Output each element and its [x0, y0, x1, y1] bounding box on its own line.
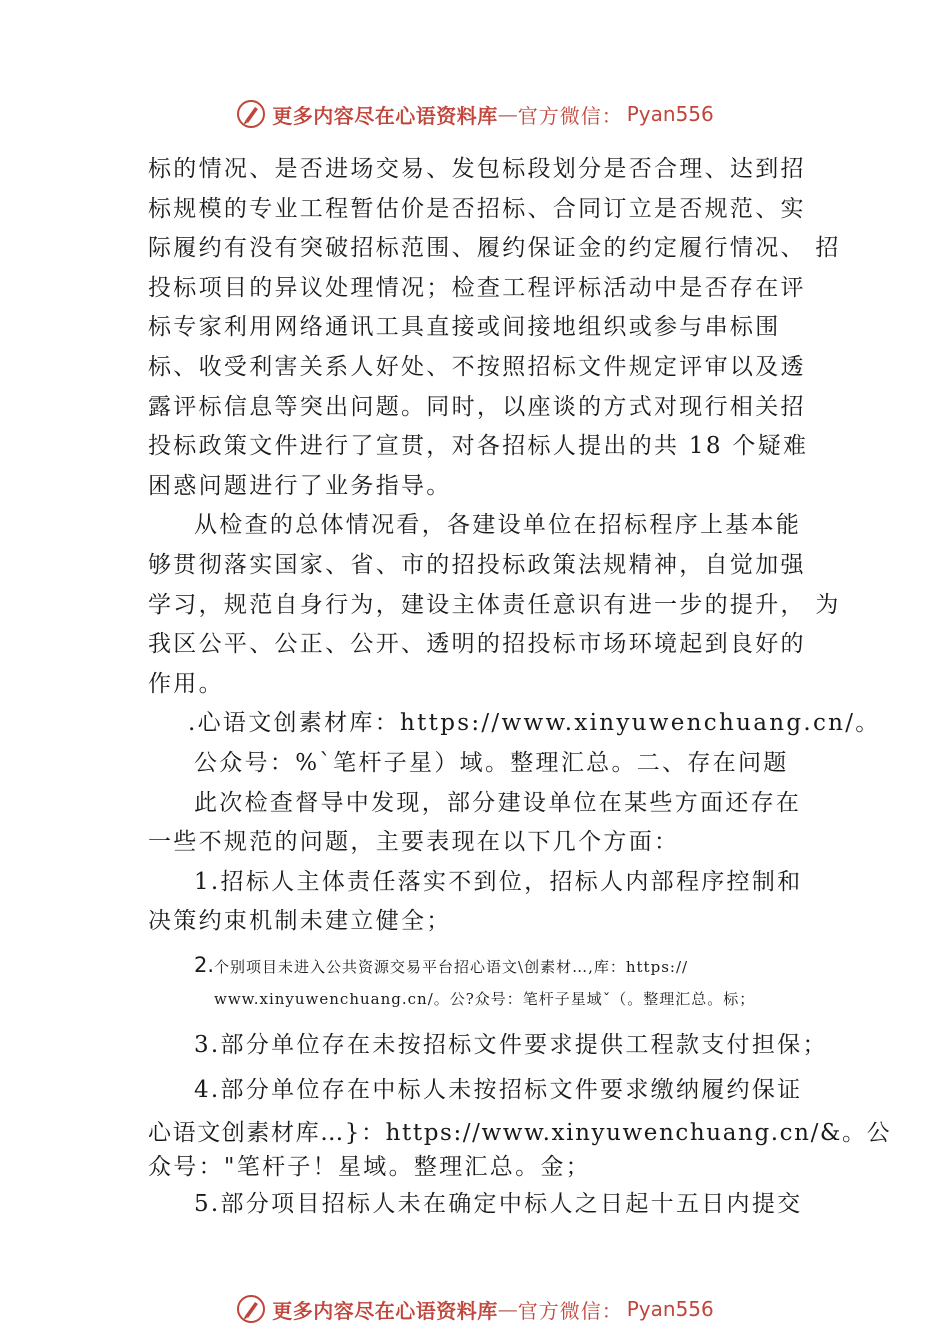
p1-line-1: 标的情况、是否进场交易、发包标段划分是否合理、达到招: [148, 156, 806, 182]
footer-banner-id: Pyan556: [626, 1297, 714, 1321]
p1-line-2: 标规模的专业工程暂估价是否招标、合同订立是否规范、实: [148, 195, 806, 222]
p4-line-2: 一些不规范的问题，主要表现在以下几个方面：: [148, 829, 680, 856]
p1-line-6: 标、收受利害关系人好处、不按照招标文件规定评审以及透: [148, 353, 806, 380]
p3-line-1: .心语文创素材库：https://www.xinyuwenchuang.cn/。: [188, 710, 881, 737]
header-banner-sep: —: [497, 102, 518, 126]
item5-line: 5.部分项目招标人未在确定中标人之日起十五日内提交: [194, 1191, 803, 1218]
item4-line-3: 众号："笔杆子！星域。整理汇总。金；: [148, 1154, 591, 1181]
item4-line-1: 4.部分单位存在中标人未按招标文件要求缴纳履约保证: [194, 1077, 803, 1104]
footer-banner-wechat: 官方微信：: [517, 1298, 623, 1323]
item4-line-2: 心语文创素材库…}：https://www.xinyuwenchuang.cn/&。公: [148, 1120, 892, 1147]
pen-logo-icon: [236, 99, 266, 129]
p2-line-2: 够贯彻落实国家、省、市的招投标政策法规精神，自觉加强: [148, 551, 806, 578]
p1-line-5: 标专家利用网络通讯工具直接或间接地组织或参与串标围: [148, 314, 781, 341]
item2-line-1: [148, 948, 828, 982]
pen-logo-icon: [236, 1294, 266, 1324]
header-banner-main: 更多内容尽在心语资料库: [272, 103, 498, 128]
footer-banner: [0, 1289, 950, 1329]
header-banner-wechat: 官方微信：: [517, 103, 623, 128]
p1-line-7: 露评标信息等突出问题。同时，以座谈的方式对现行相关招: [148, 393, 806, 420]
item2-text-1: 个别项目未进入公共资源交易平台招心语文\创素材…,库：https://: [214, 957, 689, 976]
p2-line-5: 作用。: [148, 670, 224, 697]
footer-banner-sep: —: [497, 1297, 518, 1321]
item3-line: 3.部分单位存在未按招标文件要求提供工程款支付担保；: [194, 1031, 828, 1058]
p3-line-2: 公众号：%`笔杆子星）域。整理汇总。二、存在问题: [194, 749, 789, 776]
item1-line-1: 1.招标人主体责任落实不到位，招标人内部程序控制和: [194, 868, 803, 895]
p4-line-1: 此次检查督导中发现，部分建设单位在某些方面还存在: [194, 789, 802, 816]
header-banner-id: Pyan556: [626, 102, 714, 126]
p1-line-9: 困惑问题进行了业务指导。: [148, 472, 452, 499]
p2-line-1: 从检查的总体情况看，各建设单位在招标程序上基本能: [194, 512, 802, 539]
footer-banner-main: 更多内容尽在心语资料库: [272, 1298, 498, 1323]
p2-line-4: 我区公平、公正、公开、透明的招投标市场环境起到良好的: [148, 631, 806, 658]
header-banner: [0, 94, 950, 134]
item1-line-2: 决策约束机制未建立健全；: [148, 908, 452, 935]
p1-line-4: 投标项目的异议处理情况；检查工程评标活动中是否存在评: [148, 274, 806, 301]
p2-line-3: 学习，规范自身行为，建设主体责任意识有进一步的提升， 为: [148, 591, 841, 618]
document-body: [148, 150, 892, 1225]
item2-number: 2.: [194, 952, 215, 977]
item2-line-2: www.xinyuwenchuang.cn/。公?众号：笔杆子星域ˇ（。整理汇总。标；: [214, 989, 756, 1008]
p1-line-3: 际履约有没有突破招标范围、履约保证金的约定履行情况、 招: [148, 235, 841, 262]
p1-line-8: 投标政策文件进行了宣贯，对各招标人提出的共 18 个疑难: [148, 433, 809, 460]
